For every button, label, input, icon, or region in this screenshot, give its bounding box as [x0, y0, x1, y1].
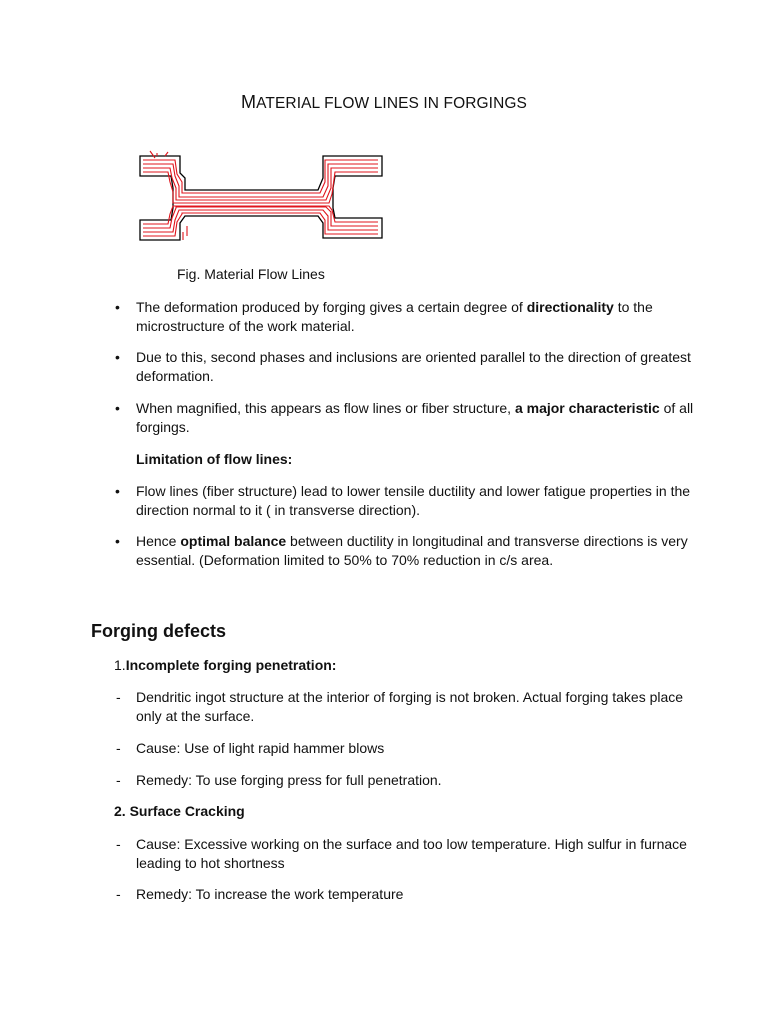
bullet-text	[136, 298, 696, 336]
page-title	[0, 92, 768, 113]
bullet-text	[136, 482, 696, 520]
dash-icon: -	[116, 772, 121, 788]
flow-lines-figure	[135, 148, 385, 248]
text-run: When magnified, this appears as flow lines or fiber structure,	[136, 400, 515, 416]
defect-item: Remedy: To use forging press for full penetration.	[136, 772, 442, 788]
defect-item: Remedy: To increase the work temperature	[136, 886, 404, 902]
bullet-icon: •	[115, 483, 120, 499]
bold-run: directionality	[526, 299, 614, 315]
dash-icon: -	[116, 836, 121, 852]
text-run: Hence	[136, 533, 181, 549]
defect2-heading: 2. Surface Cracking	[114, 803, 245, 819]
title-initial: M	[241, 92, 257, 112]
bullet-icon: •	[115, 349, 120, 365]
bold-run: optimal balance	[180, 533, 287, 549]
limitation-heading: Limitation of flow lines:	[136, 451, 293, 467]
bold-run: a major characteristic	[514, 400, 660, 416]
text-run: between ductility in longitudinal and transverse directions is very essential. (Deformation limited to 50% to 70% reduction in c/s area.	[136, 533, 688, 568]
bullet-icon: •	[115, 299, 120, 315]
text-run: Flow lines (fiber structure) lead to lower tensile ductility and lower fatigue properties in the direction normal to it ( in transverse direction).	[136, 483, 691, 518]
bullet-text	[136, 399, 696, 437]
figure-caption: Fig. Material Flow Lines	[177, 266, 325, 282]
defect-item: Cause: Use of light rapid hammer blows	[136, 740, 385, 756]
dash-icon: -	[116, 689, 121, 705]
flow-lines	[143, 151, 378, 240]
text-run: to the microstructure of the work material.	[136, 299, 653, 334]
text-run: The deformation produced by forging gives a certain degree of	[136, 299, 527, 315]
defect-number: 1.	[114, 657, 126, 673]
text-run: Due to this, second phases and inclusions are oriented parallel to the direction of greatest deformation.	[136, 349, 691, 384]
bullet-text	[136, 532, 696, 570]
dash-icon: -	[116, 886, 121, 902]
defect-title: Incomplete forging penetration:	[125, 657, 337, 673]
dash-icon: -	[116, 740, 121, 756]
bullet-icon: •	[115, 533, 120, 549]
defect1-heading	[114, 657, 336, 673]
title-rest: ATERIAL FLOW LINES IN FORGINGS	[256, 95, 527, 112]
bullet-icon: •	[115, 400, 120, 416]
text-run: of all forgings.	[136, 400, 694, 435]
bullet-text	[136, 348, 696, 386]
section-heading: Forging defects	[91, 621, 227, 641]
defect-item: Dendritic ingot structure at the interior of forging is not broken. Actual forging takes place only at the surface.	[136, 689, 684, 724]
defect-item: Cause: Excessive working on the surface and too low temperature. High sulfur in furnace leading to hot shortness	[136, 836, 687, 871]
